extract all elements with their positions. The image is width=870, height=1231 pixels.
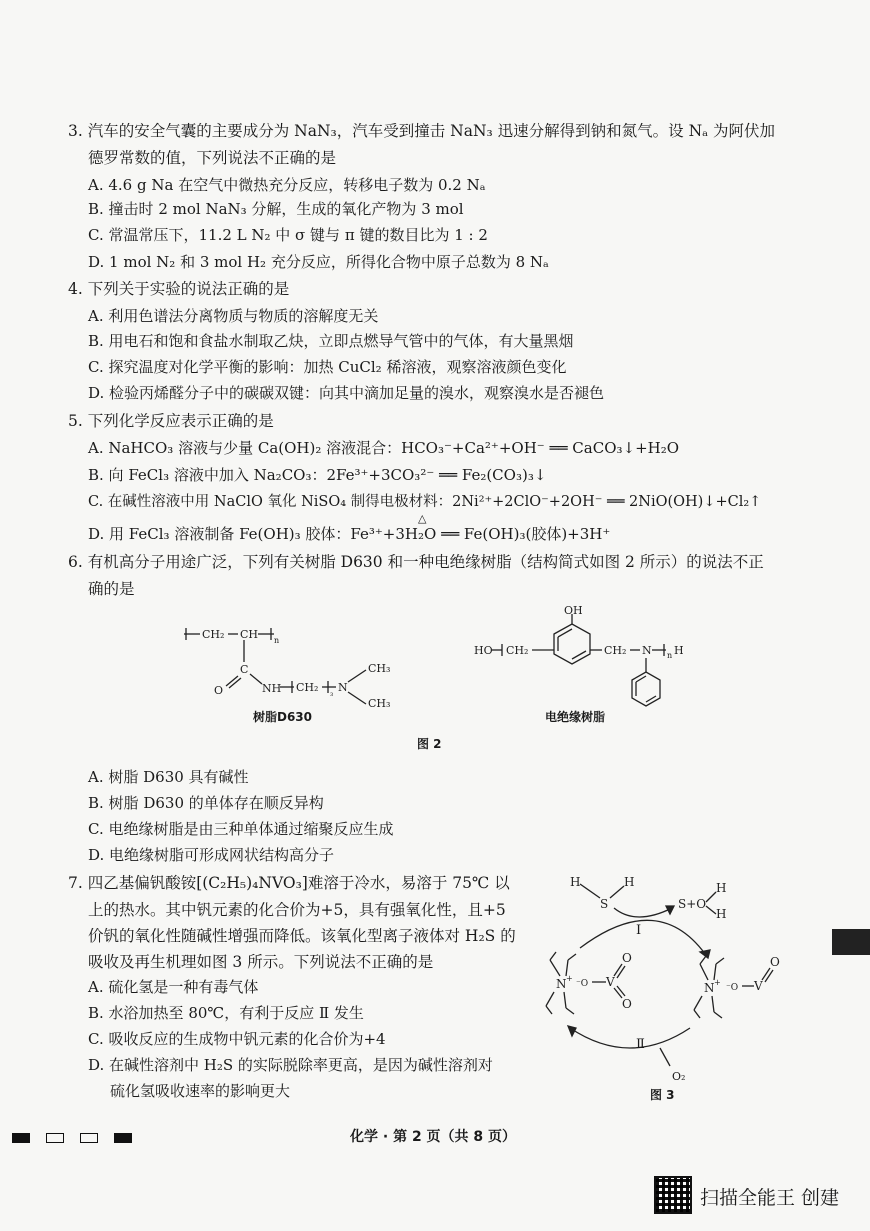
svg-text:N: N — [704, 981, 715, 995]
qr-code-icon — [654, 1176, 692, 1214]
svg-text:O: O — [622, 997, 632, 1011]
page-footer: 化学 · 第 2 页（共 8 页） — [350, 1129, 517, 1145]
q4-option-a: A. 利用色谱法分离物质与物质的溶解度无关 — [88, 307, 379, 325]
footer-mark-filled-1 — [12, 1133, 30, 1143]
step-2-label: Ⅱ — [636, 1037, 645, 1052]
q4-stem: 4. 下列关于实验的说法正确的是 — [68, 280, 290, 298]
q6-option-b: B. 树脂 D630 的单体存在顺反异构 — [88, 794, 324, 812]
q6-stem-line2: 确的是 — [88, 580, 135, 598]
q6-option-a: A. 树脂 D630 具有碱性 — [88, 768, 249, 786]
footer-mark-hollow-1 — [46, 1133, 64, 1143]
svg-text:⁻O: ⁻O — [726, 983, 739, 993]
svg-text:H: H — [716, 907, 727, 921]
svg-text:C: C — [240, 663, 249, 676]
cycle-arrow-top — [580, 920, 708, 958]
figure-3-caption: 图 3 — [650, 1088, 675, 1102]
edge-tab-mark — [832, 929, 870, 955]
oxygen-label: O₂ — [672, 1070, 686, 1083]
svg-text:O: O — [214, 684, 224, 697]
svg-text:N: N — [642, 644, 652, 657]
svg-text:N: N — [338, 681, 348, 694]
svg-text:+: + — [566, 974, 573, 983]
svg-text:H: H — [570, 875, 581, 889]
q3-option-c: C. 常温常压下，11.2 L N₂ 中 σ 键与 π 键的数目比为 1 : 2 — [88, 226, 488, 244]
svg-text:N: N — [556, 977, 567, 991]
q6-option-c: C. 电绝缘树脂是由三种单体通过缩聚反应生成 — [88, 820, 394, 838]
q3-stem-line1: 3. 汽车的安全气囊的主要成分为 NaN₃，汽车受到撞击 NaN₃ 迅速分解得到钠和氮气。设 Nₐ 为阿伏加 — [68, 122, 776, 140]
figure-2-caption: 图 2 — [417, 737, 442, 751]
svg-text:n: n — [274, 636, 280, 645]
q5-option-a: A. NaHCO₃ 溶液与少量 Ca(OH)₂ 溶液混合：HCO₃⁻+Ca²⁺+OH⁻ ══ CaCO₃↓+H₂O — [88, 439, 680, 457]
scanner-brand: 扫描全能王 创建 — [700, 1187, 840, 1209]
svg-text:O: O — [622, 951, 632, 965]
q7-option-d-line1: D. 在碱性溶剂中 H₂S 的实际脱除率更高，是因为碱性溶剂对 — [88, 1056, 493, 1074]
svg-text:V: V — [606, 975, 615, 989]
figure-2-structures — [170, 604, 710, 732]
svg-text:H: H — [674, 644, 684, 657]
q7-option-a: A. 硫化氢是一种有毒气体 — [88, 978, 259, 996]
q3-option-b: B. 撞击时 2 mol NaN₃ 分解，生成的氧化产物为 3 mol — [88, 200, 464, 218]
q5-option-c: C. 在碱性溶液中用 NaClO 氧化 NiSO₄ 制得电极材料：2Ni²⁺+2ClO⁻+2OH⁻ ══ 2NiO(OH)↓+Cl₂↑ — [88, 494, 762, 510]
svg-text:H: H — [624, 875, 635, 889]
q6-stem-line1: 6. 有机高分子用途广泛，下列有关树脂 D630 和一种电绝缘树脂（结构简式如图 2 所示）的说法不正 — [68, 553, 764, 571]
svg-text:O: O — [770, 955, 780, 969]
q6-option-d: D. 电绝缘树脂可形成网状结构高分子 — [88, 846, 335, 864]
q5-option-d: D. 用 FeCl₃ 溶液制备 Fe(OH)₃ 胶体：Fe³⁺+3H₂O ══ Fe(OH)₃(胶体)+3H⁺ — [88, 525, 611, 543]
svg-text:OH: OH — [564, 604, 583, 617]
step-1-label: Ⅰ — [636, 923, 642, 938]
cycle-arrow-bottom — [570, 1028, 690, 1048]
footer-mark-filled-2 — [114, 1133, 132, 1143]
insulating-resin-structure — [474, 604, 684, 706]
svg-text:CH₃: CH₃ — [368, 697, 391, 710]
q7-stem-line2: 上的热水。其中钒元素的化合价为+5，具有强氧化性，且+5 — [88, 901, 506, 919]
q3-stem-line2: 德罗常数的值，下列说法不正确的是 — [88, 149, 337, 167]
q7-option-b: B. 水浴加热至 80℃，有利于反应 Ⅱ 发生 — [88, 1004, 364, 1022]
svg-text:S: S — [600, 897, 609, 911]
q5-heat-symbol: △ — [418, 512, 427, 525]
q3-option-d: D. 1 mol N₂ 和 3 mol H₂ 充分反应，所得化合物中原子总数为 8 Nₐ — [88, 253, 549, 271]
resin-d630-structure — [184, 628, 390, 710]
q3-option-a: A. 4.6 g Na 在空气中微热充分反应，转移电子数为 0.2 Nₐ — [88, 176, 486, 194]
q4-option-c: C. 探究温度对化学平衡的影响：加热 CuCl₂ 稀溶液，观察溶液颜色变化 — [88, 358, 567, 376]
svg-text:n: n — [667, 651, 673, 660]
svg-text:H: H — [716, 881, 727, 895]
svg-text:S+O: S+O — [678, 897, 707, 911]
svg-text:NH: NH — [262, 682, 282, 695]
svg-text:₃: ₃ — [330, 689, 334, 698]
footer-mark-hollow-2 — [80, 1133, 98, 1143]
svg-text:CH₃: CH₃ — [368, 662, 391, 675]
svg-text:CH₂: CH₂ — [506, 644, 529, 657]
q4-option-d: D. 检验丙烯醛分子中的碳碳双键：向其中滴加足量的溴水，观察溴水是否褪色 — [88, 384, 605, 402]
resin-d630-label: 树脂D630 — [253, 710, 313, 724]
svg-text:HO: HO — [474, 644, 493, 657]
svg-text:V: V — [754, 979, 763, 993]
svg-text:CH: CH — [240, 628, 259, 641]
svg-text:+: + — [714, 978, 721, 987]
q7-option-c: C. 吸收反应的生成物中钒元素的化合价为+4 — [88, 1030, 386, 1048]
q7-stem-line3: 价钒的氧化性随碱性增强而降低。该氧化型离子液体对 H₂S 的 — [88, 927, 516, 945]
svg-text:CH₂: CH₂ — [296, 681, 319, 694]
q5-option-b: B. 向 FeCl₃ 溶液中加入 Na₂CO₃：2Fe³⁺+3CO₃²⁻ ══ Fe₂(CO₃)₃↓ — [88, 466, 547, 484]
svg-text:⁻O: ⁻O — [576, 979, 589, 989]
q7-option-d-line2: 硫化氢吸收速率的影响更大 — [110, 1082, 291, 1100]
q7-stem-line1: 7. 四乙基偏钒酸铵[(C₂H₅)₄NVO₃]难溶于冷水，易溶于 75℃ 以 — [68, 874, 510, 892]
insulating-resin-label: 电绝缘树脂 — [545, 710, 606, 724]
q4-option-b: B. 用电石和饱和食盐水制取乙炔，立即点燃导气管中的气体，有大量黑烟 — [88, 332, 574, 350]
q7-stem-line4: 吸收及再生机理如图 3 所示。下列说法不正确的是 — [88, 953, 434, 971]
q5-stem: 5. 下列化学反应表示正确的是 — [68, 412, 274, 430]
svg-text:CH₂: CH₂ — [202, 628, 225, 641]
figure-3-mechanism — [540, 868, 840, 1098]
svg-text:CH₂: CH₂ — [604, 644, 627, 657]
